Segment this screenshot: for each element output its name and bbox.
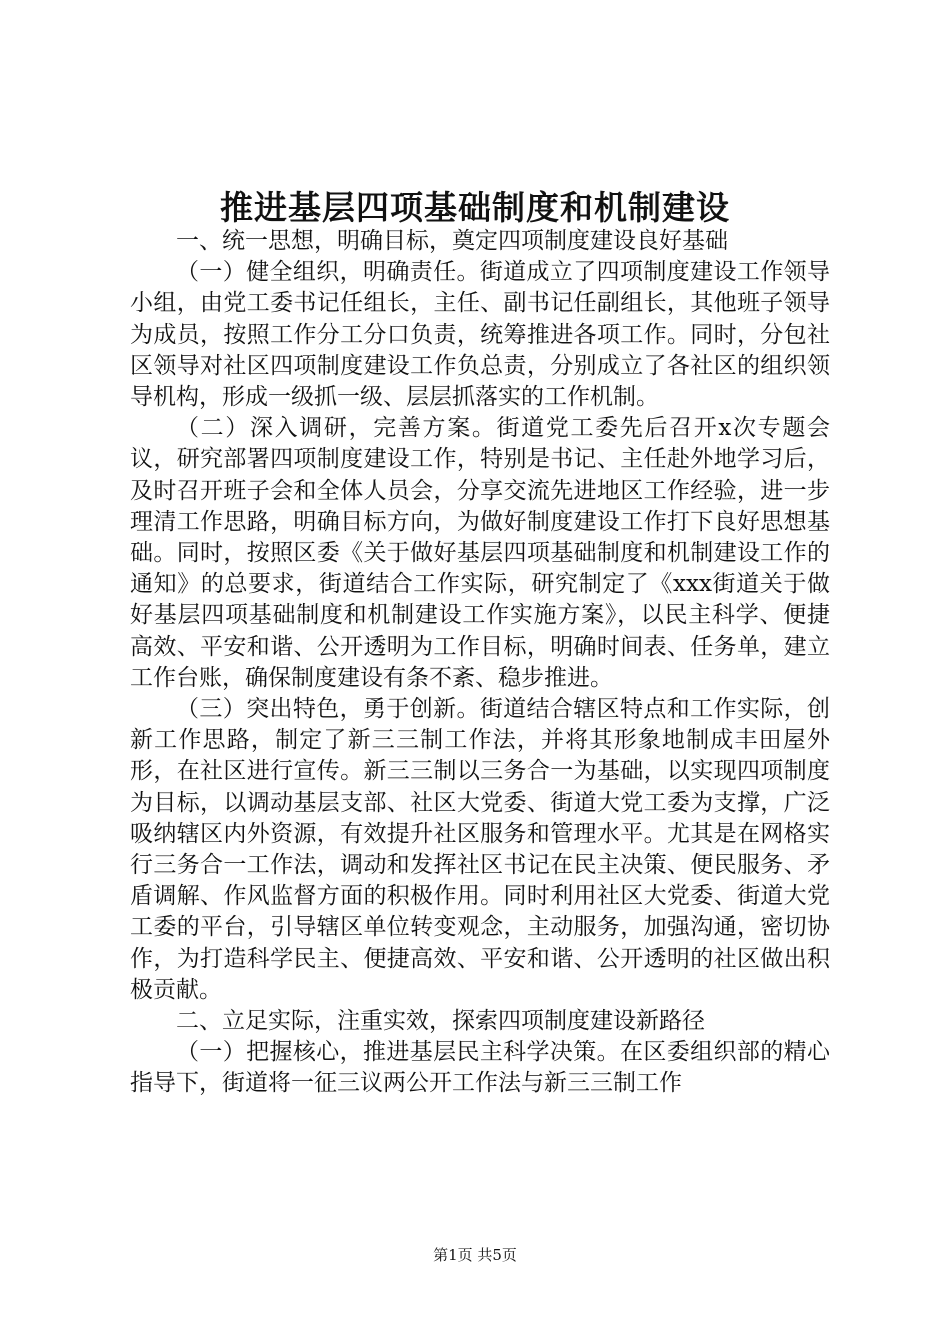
document-body <box>130 226 830 1100</box>
section-heading-2: 二、立足实际，注重实效，探索四项制度建设新路径 <box>176 1008 705 1035</box>
paragraph-1-2: （二）深入调研，完善方案。街道党工委先后召开x次专题会议，研究部署四项制度建设工作，特别是书记、主任赴外地学习后，及时召开班子会和全体人员会，分享交流先进地区工作经验，进一步理清工作思路，明确目标方向，为做好制度建设工作打下良好思想基础。同时，按照区委《关于做好基层四项基础制度和机制建设工作的通知》的总要求，街道结合工作实际，研究制定了《xxx街道关于做好基层四项基础制度和机制建设工作实施方案》，以民主科学、便捷高效、平安和谐、公开透明为工作目标，明确时间表、任务单，建立工作台账，确保制度建设有条不紊、稳步推进。 <box>130 415 830 691</box>
page-footer: 第1页 共5页 <box>433 1246 517 1264</box>
section-heading-1: 一、统一思想，明确目标，奠定四项制度建设良好基础 <box>176 228 728 254</box>
document-title: 推进基层四项基础制度和机制建设 <box>220 188 730 227</box>
paragraph-1-1: （一）健全组织，明确责任。街道成立了四项制度建设工作领导小组，由党工委书记任组长，主任、副书记任副组长，其他班子领导为成员，按照工作分工分口负责，统筹推进各项工作。同时，分包社区领导对社区四项制度建设工作负总责，分别成立了各社区的组织领导机构，形成一级抓一级、层层抓落实的工作机制。 <box>130 259 830 411</box>
paragraph-2-1: （一）把握核心，推进基层民主科学决策。在区委组织部的精心指导下，街道将一征三议两公开工作法与新三三制工作 <box>130 1039 830 1097</box>
paragraph-1-3: （三）突出特色，勇于创新。街道结合辖区特点和工作实际，创新工作思路，制定了新三三制工作法，并将其形象地制成丰田屋外形，在社区进行宣传。新三三制以三务合一为基础，以实现四项制度为目标，以调动基层支部、社区大党委、街道大党工委为支撑，广泛吸纳辖区内外资源，有效提升社区服务和管理水平。尤其是在网格实行三务合一工作法，调动和发挥社区书记在民主决策、便民服务、矛盾调解、作风监督方面的积极作用。同时利用社区大党委、街道大党工委的平台，引导辖区单位转变观念，主动服务，加强沟通，密切协作，为打造科学民主、便捷高效、平安和谐、公开透明的社区做出积极贡献。 <box>130 696 830 1003</box>
